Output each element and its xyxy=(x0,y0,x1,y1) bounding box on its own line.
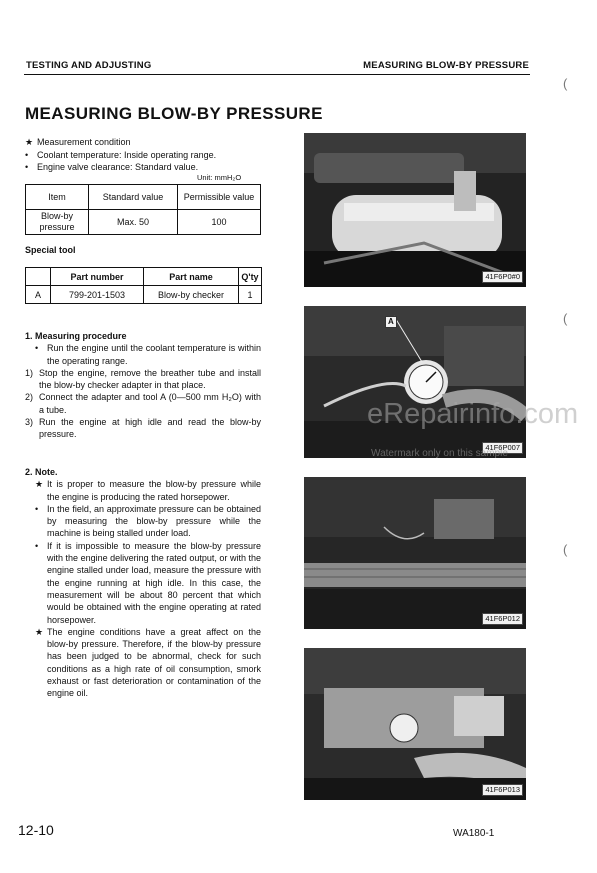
unit-label: Unit: mmH₂O xyxy=(197,173,242,182)
list-item: 2) Connect the adapter and tool A (0—500 mm H₂O) with a tube. xyxy=(25,392,261,415)
table-header-row xyxy=(26,185,261,210)
engine-photo-image xyxy=(304,477,526,629)
star-icon: ★ xyxy=(25,137,34,147)
list-item: • If it is impossible to measure the blow-by pressure with the engine delivering the rated output, or with the engine stalled under load, measure the pressure with the engine running at high idle. In this case, the measurement will be about 80 percent that which would be obtained with the engine operating at rated horsepower. xyxy=(35,540,261,625)
tool-table xyxy=(25,267,262,304)
section-heading: 1. Measuring procedure xyxy=(25,331,127,341)
table-row xyxy=(26,286,262,304)
photo-blowby-checker xyxy=(304,306,526,458)
header-section-right: MEASURING BLOW-BY PRESSURE xyxy=(363,60,529,71)
table-cell: 100 xyxy=(178,210,261,235)
table-header-cell: Q'ty xyxy=(239,268,262,286)
table-cell: Max. 50 xyxy=(89,210,178,235)
engine-photo-image xyxy=(304,306,526,458)
table-header-cell xyxy=(26,268,51,286)
header-section-left: TESTING AND ADJUSTING xyxy=(26,60,152,71)
measurement-conditions xyxy=(25,136,275,174)
table-header-cell: Item xyxy=(26,185,89,210)
condition-item: ★ Measurement condition xyxy=(25,137,131,147)
bullet-icon: • xyxy=(25,149,29,160)
star-icon: ★ xyxy=(35,626,44,637)
condition-item: • Coolant temperature: Inside operating range. xyxy=(25,149,217,160)
watermark-text: eRepairinfo.com xyxy=(367,398,579,430)
page-title: MEASURING BLOW-BY PRESSURE xyxy=(25,104,323,123)
bullet-icon: • xyxy=(35,540,39,551)
binder-mark: ( xyxy=(563,311,568,326)
table-cell: A xyxy=(26,286,51,304)
list-item: • In the field, an approximate pressure can be obtained by measuring the blow-by pressure while the machine is being stalled under load. xyxy=(35,503,261,539)
table-header-row xyxy=(26,268,262,286)
measuring-procedure xyxy=(25,330,261,441)
list-item: ★ It is proper to measure the blow-by pressure while the engine is producing the rated horsepower. xyxy=(35,479,261,502)
table-cell: Blow-by checker xyxy=(144,286,239,304)
table-header-cell: Permissible value xyxy=(178,185,261,210)
star-icon: ★ xyxy=(35,479,44,490)
section-heading: 2. Note. xyxy=(25,467,58,477)
bullet-icon: • xyxy=(35,343,39,354)
table-header-cell: Part name xyxy=(144,268,239,286)
table-header-cell: Part number xyxy=(51,268,144,286)
table-cell: Blow-by pressure xyxy=(26,210,89,235)
photo-breather-location xyxy=(304,133,526,287)
model-number: WA180-1 xyxy=(453,828,495,839)
value-table xyxy=(25,184,261,235)
photo-engine-compartment xyxy=(304,477,526,629)
binder-mark: ( xyxy=(563,76,568,91)
bullet-icon: • xyxy=(25,162,29,172)
special-tool-heading: Special tool xyxy=(25,245,76,255)
bullet-icon: • xyxy=(35,503,39,514)
condition-item: • Engine valve clearance: Standard value. xyxy=(25,162,199,172)
photo-measurement-in-progress xyxy=(304,648,526,800)
engine-photo-image xyxy=(304,648,526,800)
page-number: 12-10 xyxy=(18,822,54,838)
photo-code-label: 41F6P007 xyxy=(482,442,523,454)
table-header-cell: Standard value xyxy=(89,185,178,210)
list-item: 1) Stop the engine, remove the breather tube and install the blow-by checker adapter in that place. xyxy=(25,367,261,391)
photo-code-label: 41F6P012 xyxy=(482,613,523,625)
binder-mark: ( xyxy=(563,542,568,557)
list-item: 3) Run the engine at high idle and read the blow-by pressure. xyxy=(25,417,261,440)
photo-code-label: 41F6P0#0 xyxy=(482,271,523,283)
header-rule xyxy=(24,74,530,75)
note-section xyxy=(25,466,261,700)
list-item: ★ The engine conditions have a great affect on the blow-by pressure. Therefore, if the blow-by pressure has been judged to be abnormal, check for such conditions as a high rate of oil consumption, smork exhaust or fast deterioration or contamination of the engine oil. xyxy=(35,626,261,699)
table-cell: 1 xyxy=(239,286,262,304)
photo-code-label: 41F6P013 xyxy=(482,784,523,796)
table-cell: 799-201-1503 xyxy=(51,286,144,304)
table-row xyxy=(26,210,261,235)
tool-a-callout: A xyxy=(385,316,397,328)
watermark-subtext: Watermark only on this sample xyxy=(371,448,508,459)
engine-photo-image xyxy=(304,133,526,287)
list-item: • Run the engine until the coolant temperature is within the operating range. xyxy=(35,343,261,366)
